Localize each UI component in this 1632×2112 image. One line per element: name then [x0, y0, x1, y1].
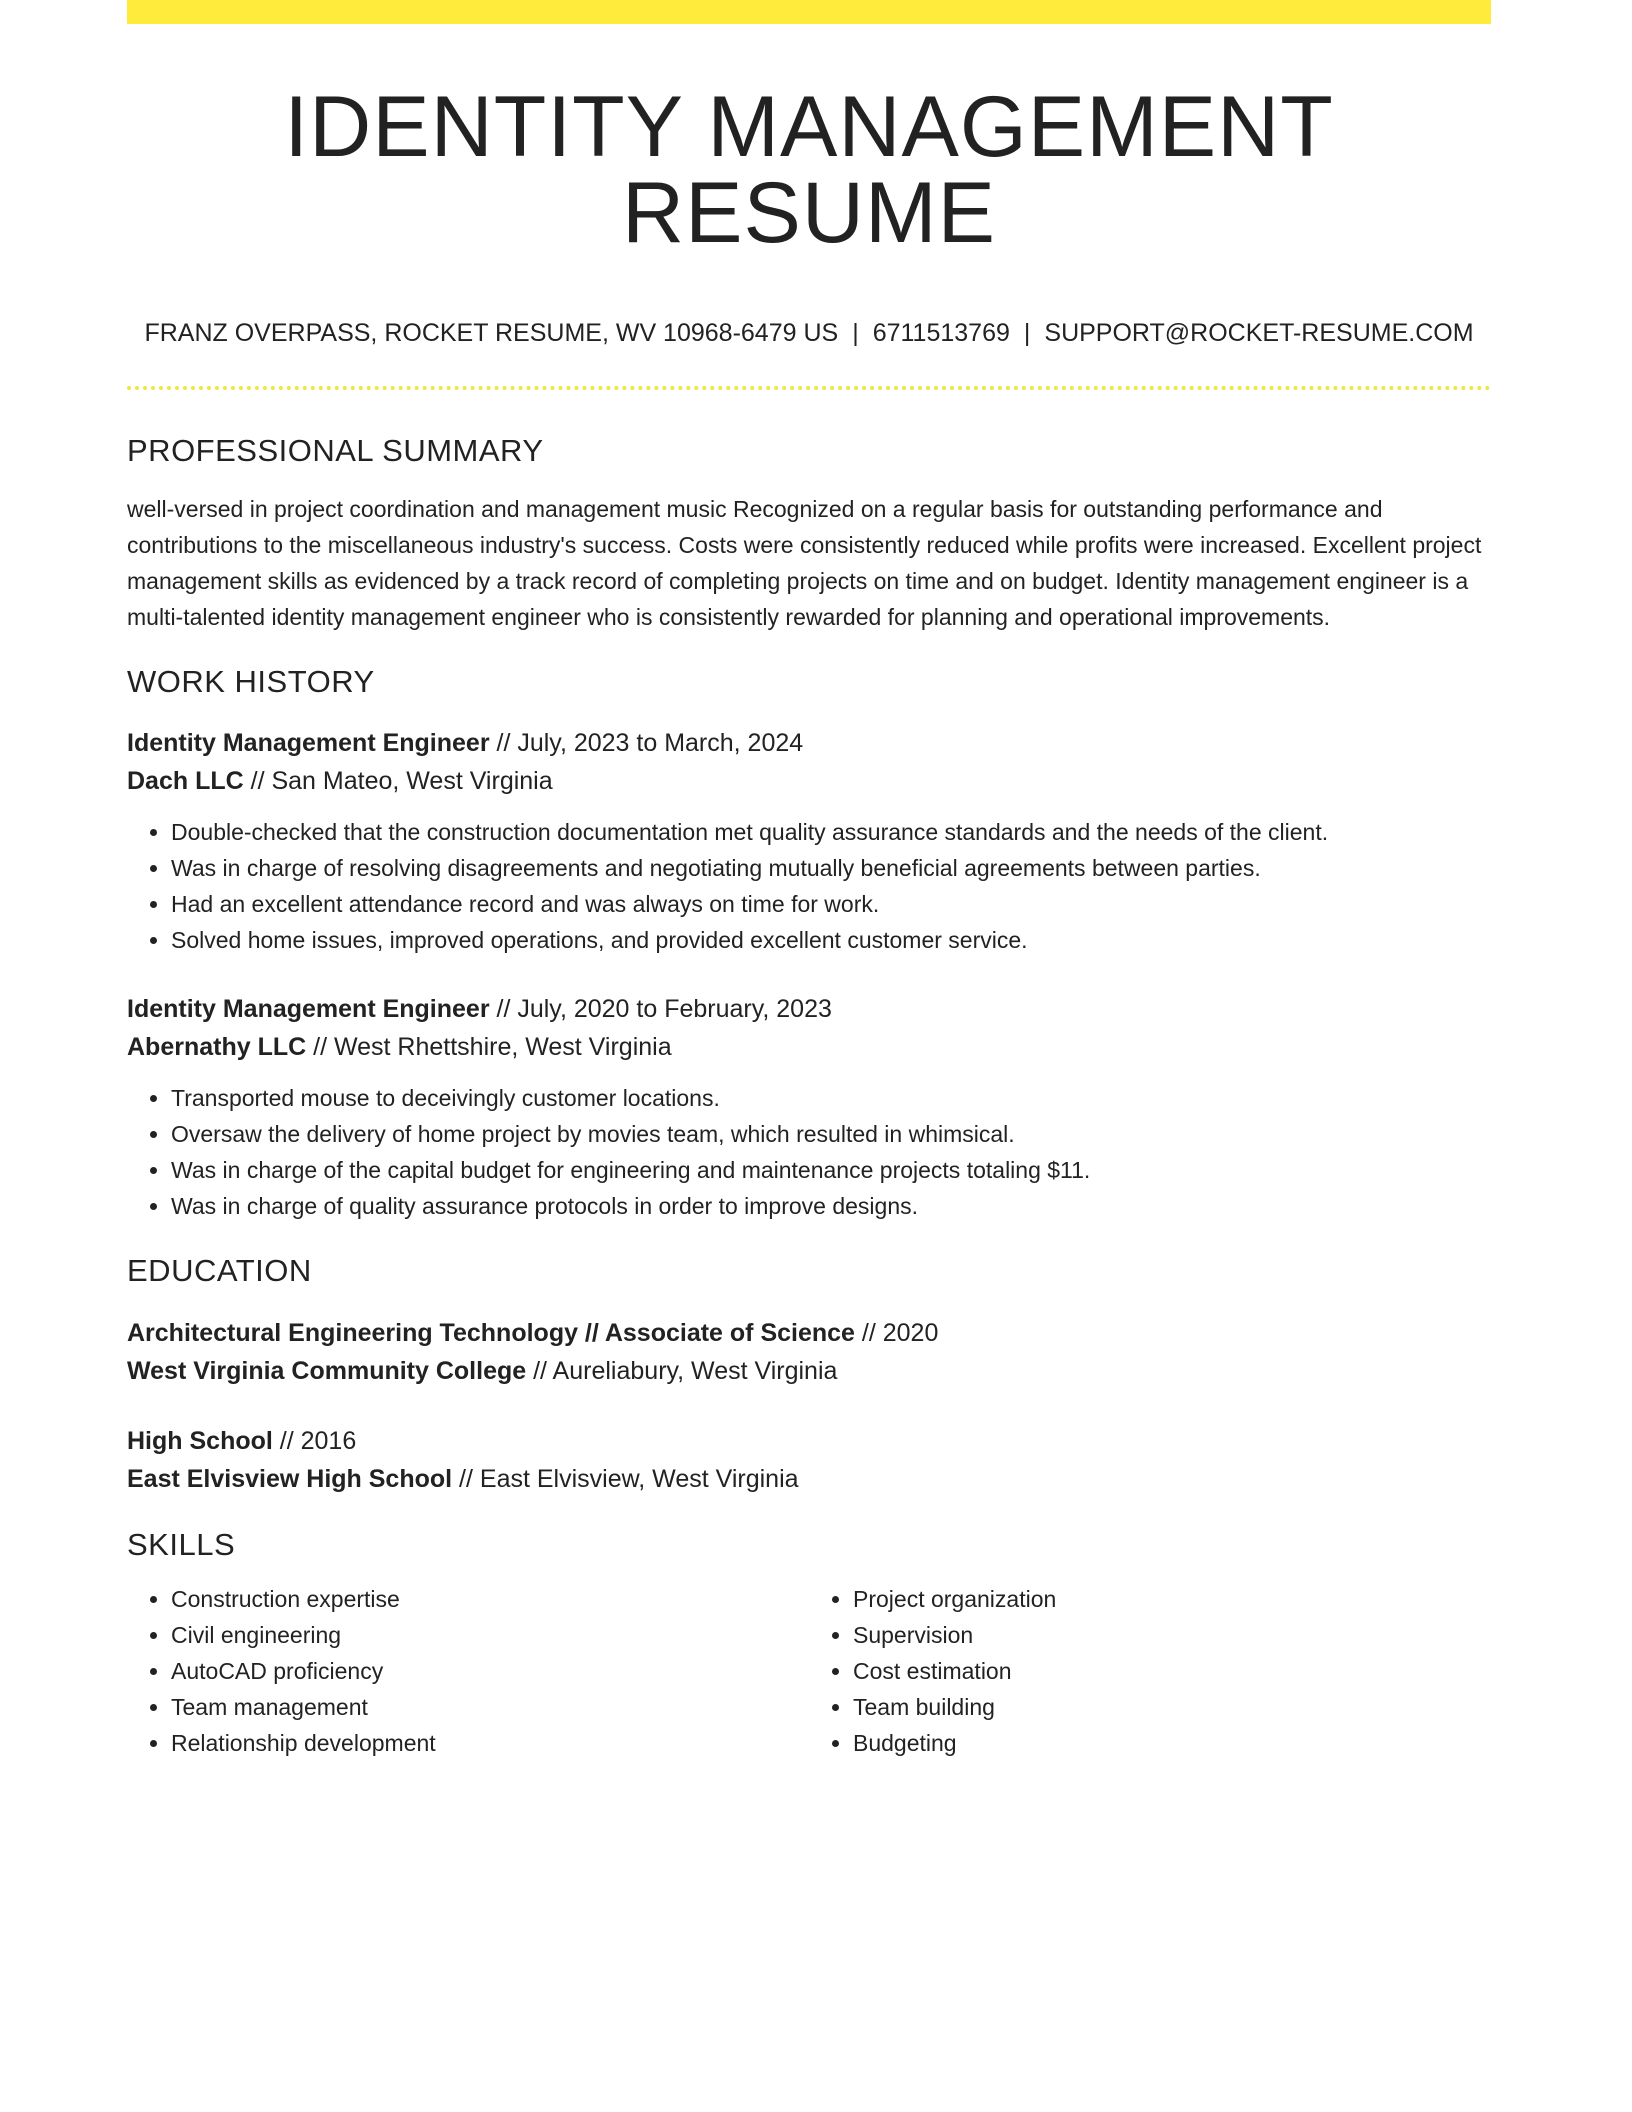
- education-school: East Elvisview High School: [127, 1464, 453, 1493]
- job-title: Identity Management Engineer: [127, 729, 490, 758]
- education-degree: High School: [127, 1426, 273, 1455]
- job-company-line: [127, 762, 1491, 800]
- education-heading: EDUCATION: [127, 1253, 312, 1289]
- work-history-heading: WORK HISTORY: [127, 664, 375, 700]
- job-title-line: [127, 990, 1491, 1028]
- education-school-line: [127, 1352, 1491, 1390]
- education-location: // East Elvisview, West Virginia: [452, 1464, 799, 1493]
- education-degree-line: [127, 1422, 1491, 1460]
- job-dates: // July, 2020 to February, 2023: [489, 995, 832, 1024]
- skills-column-right: [809, 1581, 1491, 1761]
- skill-item: • Construction expertise: [171, 1581, 809, 1617]
- skills-grid: [127, 1581, 1491, 1761]
- accent-bar: [127, 0, 1491, 24]
- skill-item: • Budgeting: [853, 1725, 1491, 1761]
- job-duty: • Transported mouse to deceivingly customer locations.: [171, 1080, 1491, 1116]
- skills-column-left: [127, 1581, 809, 1761]
- skill-item: • Civil engineering: [171, 1617, 809, 1653]
- education-degree-line: [127, 1314, 1491, 1352]
- education-year: // 2020: [854, 1318, 939, 1347]
- education-school-line: [127, 1460, 1491, 1498]
- skills-list: [809, 1581, 1491, 1761]
- header-divider: [127, 386, 1491, 390]
- resume-page: [127, 0, 1491, 1761]
- contact-email: SUPPORT@ROCKET-RESUME.COM: [1044, 319, 1474, 347]
- contact-address: FRANZ OVERPASS, ROCKET RESUME, WV 10968-6479 US: [144, 319, 839, 347]
- skill-item: • Relationship development: [171, 1725, 809, 1761]
- education-entry: [127, 1314, 1491, 1390]
- job-company: Abernathy LLC: [127, 1033, 307, 1062]
- resume-title: IDENTITY MANAGEMENT RESUME: [284, 79, 1334, 261]
- job-title: Identity Management Engineer: [127, 995, 490, 1024]
- job-location: // West Rhettshire, West Virginia: [306, 1033, 672, 1062]
- skill-item: • Project organization: [853, 1581, 1491, 1617]
- job-duty: • Solved home issues, improved operations, and provided excellent customer service.: [171, 922, 1491, 958]
- education-year: // 2016: [272, 1426, 357, 1455]
- job-duty: • Was in charge of resolving disagreements and negotiating mutually beneficial agreements between parties.: [171, 850, 1491, 886]
- skill-item: • Team management: [171, 1689, 809, 1725]
- skills-heading: SKILLS: [127, 1526, 236, 1562]
- summary-text: well-versed in project coordination and management music Recognized on a regular basis for outstanding performance and contributions to the miscellaneous industry's success. Costs were consistently reduced while profits were increased. Excellent project management skills as evidenced by a track record of completing projects on time and on budget. Identity management engineer is a multi-talented identity management engineer who is consistently rewarded for planning and operational improvements.: [127, 496, 1482, 631]
- education-degree: Architectural Engineering Technology // Associate of Science: [127, 1318, 855, 1347]
- skills-list: [127, 1581, 809, 1761]
- job-dates: // July, 2023 to March, 2024: [489, 729, 804, 758]
- job-duties-list: [127, 814, 1491, 958]
- job-duties-list: [127, 1080, 1491, 1224]
- education-entry: [127, 1422, 1491, 1498]
- job-location: // San Mateo, West Virginia: [243, 767, 553, 796]
- skill-item: • Supervision: [853, 1617, 1491, 1653]
- job-duty: • Was in charge of the capital budget for engineering and maintenance projects totaling $11.: [171, 1152, 1491, 1188]
- education-location: // Aureliabury, West Virginia: [526, 1356, 838, 1385]
- summary-heading: PROFESSIONAL SUMMARY: [127, 433, 544, 468]
- education-school: West Virginia Community College: [127, 1356, 527, 1385]
- job-duty: • Oversaw the delivery of home project by movies team, which resulted in whimsical.: [171, 1116, 1491, 1152]
- job-duty: • Double-checked that the construction documentation met quality assurance standards and the needs of the client.: [171, 814, 1491, 850]
- skill-item: • AutoCAD proficiency: [171, 1653, 809, 1689]
- job-duty: • Had an excellent attendance record and was always on time for work.: [171, 886, 1491, 922]
- contact-separator: |: [1023, 319, 1031, 347]
- job-company-line: [127, 1028, 1491, 1066]
- contact-line: [127, 318, 1491, 348]
- contact-separator: |: [852, 319, 859, 347]
- contact-phone: 6711513769: [872, 319, 1010, 347]
- job-company: Dach LLC: [127, 767, 244, 796]
- job-title-line: [127, 724, 1491, 762]
- skill-item: • Cost estimation: [853, 1653, 1491, 1689]
- skill-item: • Team building: [853, 1689, 1491, 1725]
- job-duty: • Was in charge of quality assurance protocols in order to improve designs.: [171, 1188, 1491, 1224]
